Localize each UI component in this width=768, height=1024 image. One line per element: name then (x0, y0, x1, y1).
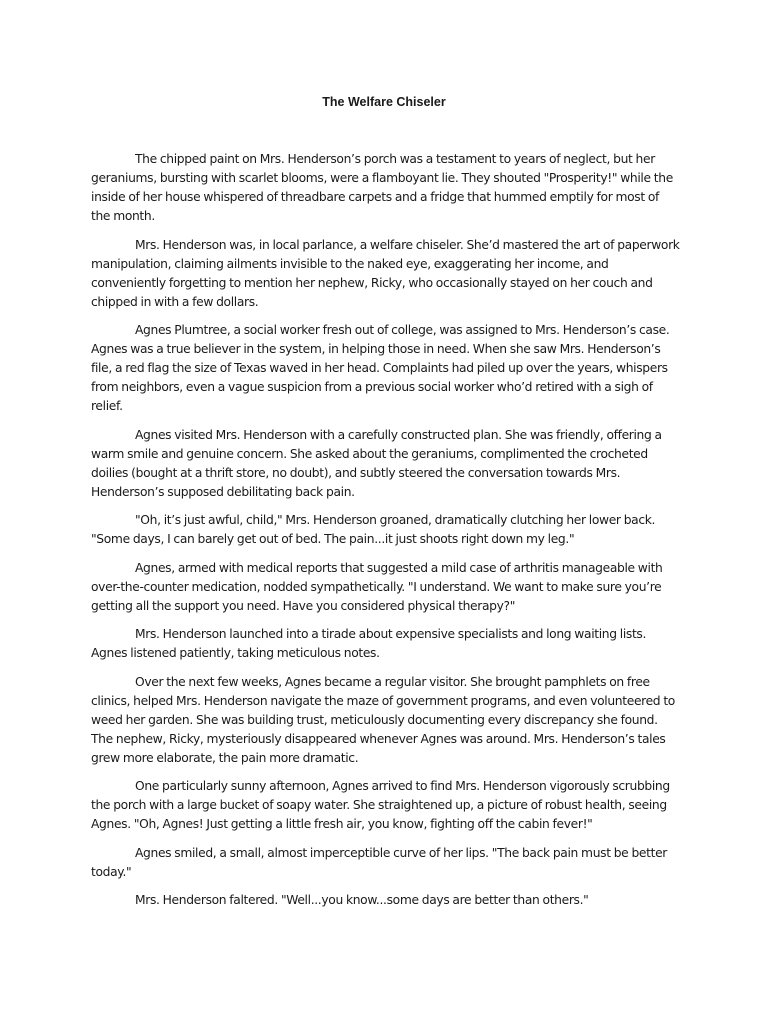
paragraph-9: One particularly sunny afternoon, Agnes arrived to find Mrs. Henderson vigorously scrubbing the porch with a large bucket of soapy water. She straightened up, a picture of robust health, seeing Agnes. "Oh, Agnes! Just getting a little fresh air, you know, fighting off the cabin fever!" (91, 779, 670, 831)
paragraph-3: Agnes Plumtree, a social worker fresh out of college, was assigned to Mrs. Henderson’s case. Agnes was a true believer in the system, in helping those in need. When she saw Mrs. Henderson’s file, a red flag the size of Texas waved in her head. Complaints had piled up over the years, whispers from neighbors, even a vague suspicion from a previous social worker who’d retired with a sigh of relief. (91, 323, 670, 413)
paragraph-2: Mrs. Henderson was, in local parlance, a welfare chiseler. She’d mastered the art of paperwork manipulation, claiming ailments invisible to the naked eye, exaggerating her income, and conveniently forgetting to mention her nephew, Ricky, who occasionally stayed on her couch and chipped in with a few dollars. (91, 237, 680, 309)
paragraph-11: Mrs. Henderson faltered. "Well...you know...some days are better than others." (135, 893, 589, 907)
paragraph-8: Over the next few weeks, Agnes became a regular visitor. She brought pamphlets on free clinics, helped Mrs. Henderson navigate the maze of government programs, and even volunteered to weed her garden. She was building trust, meticulously documenting every discrepancy she found. The nephew, Ricky, mysteriously disappeared whenever Agnes was around. Mrs. Henderson’s tales grew more elaborate, the pain more dramatic. (91, 674, 675, 765)
document-body (91, 150, 681, 920)
paragraph-10: Agnes smiled, a small, almost imperceptible curve of her lips. "The back pain must be better today." (91, 845, 667, 879)
paragraph-4: Agnes visited Mrs. Henderson with a carefully constructed plan. She was friendly, offering a warm smile and genuine concern. She asked about the geraniums, complimented the crocheted doilies (bought at a thrift store, no doubt), and subtly steered the conversation towards Mrs. Henderson’s supposed debilitating back pain. (91, 427, 662, 499)
paragraph-6: Agnes, armed with medical reports that suggested a mild case of arthritis manageable with over-the-counter medication, nodded sympathetically. "I understand. We want to make sure you’re getting all the support you need. Have you considered physical therapy?" (91, 560, 663, 613)
paragraph-7: Mrs. Henderson launched into a tirade about expensive specialists and long waiting lists. Agnes listened patiently, taking meticulous notes. (91, 627, 647, 660)
document-title: The Welfare Chiseler (322, 95, 446, 109)
paragraph-1: The chipped paint on Mrs. Henderson’s porch was a testament to years of neglect, but her geraniums, bursting with scarlet blooms, were a flamboyant lie. They shouted "Prosperity!" while the inside of her house whispered of threadbare carpets and a fridge that hummed emptily for most of the month. (91, 152, 673, 223)
paragraph-5: "Oh, it’s just awful, child," Mrs. Henderson groaned, dramatically clutching her lower back. "Some days, I can barely get out of bed. The pain...it just shoots right down my leg." (91, 513, 656, 546)
